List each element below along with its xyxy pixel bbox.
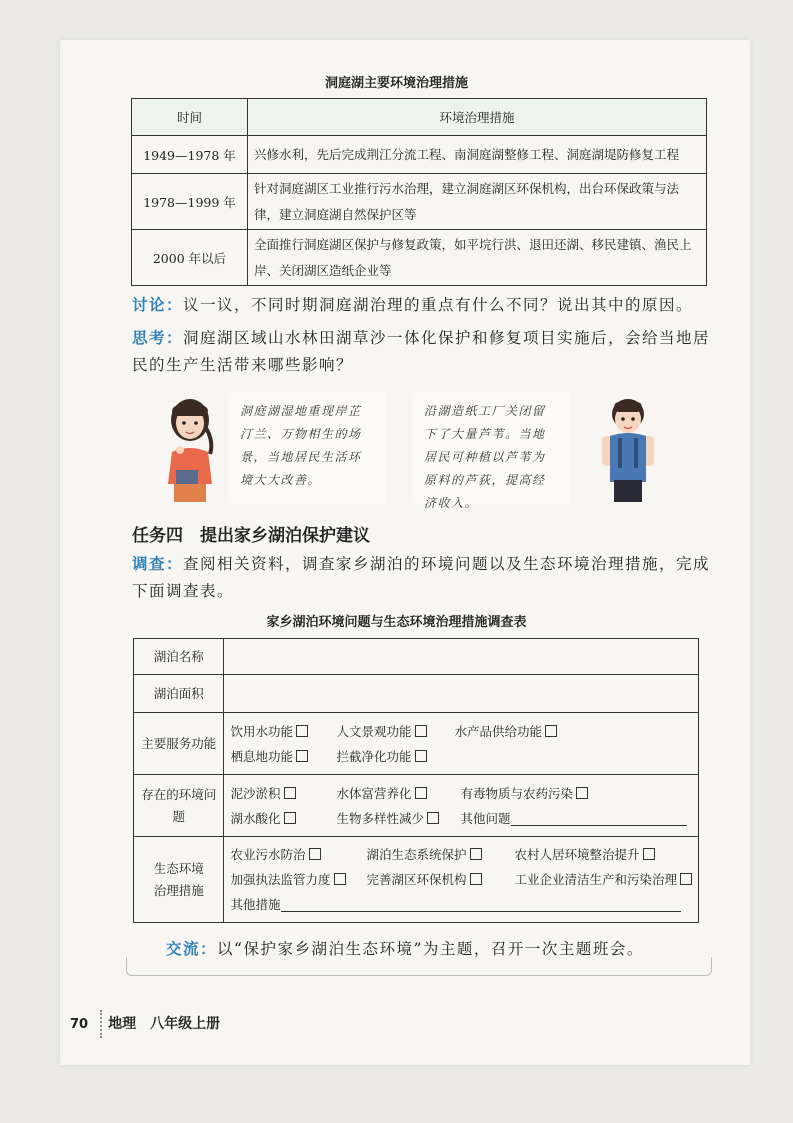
row-time: 1978—1999 年: [132, 174, 248, 230]
checkbox[interactable]: [545, 725, 557, 737]
measures-label: 生态环境 治理措施: [134, 837, 224, 923]
checkbox[interactable]: [643, 848, 655, 860]
checkbox[interactable]: [415, 750, 427, 762]
checkbox[interactable]: [680, 873, 692, 885]
checkbox[interactable]: [576, 787, 588, 799]
option-biodiversity-loss: 生物多样性减少: [336, 806, 460, 831]
checkbox[interactable]: [284, 787, 296, 799]
lake-name-field[interactable]: [224, 639, 699, 675]
option-toxic-pollution: 有毒物质与农药污染: [460, 781, 588, 806]
option-drinking-water: 饮用水功能: [230, 719, 336, 744]
option-siltation: 泥沙淤积: [230, 781, 336, 806]
speech-bubble-left: 洞庭湖湿地重现岸芷汀兰、万物相生的场景，当地居民生活环境大大改善。: [228, 392, 386, 504]
option-rural-environment: 农村人居环境整治提升: [514, 842, 654, 867]
option-eutrophication: 水体富营养化: [336, 781, 460, 806]
task-heading: 任务四 提出家乡湖泊保护建议: [132, 526, 370, 546]
table-row: [132, 174, 707, 230]
checkbox[interactable]: [415, 725, 427, 737]
book-title: 地理 八年级上册: [108, 1016, 221, 1032]
option-acidification: 湖水酸化: [230, 806, 336, 831]
survey-text: 查阅相关资料，调查家乡湖泊的环境问题以及生态环境治理措施，完成下面调查表。: [132, 555, 711, 600]
option-habitat: 栖息地功能: [230, 744, 336, 769]
governance-table: [131, 98, 707, 286]
lake-area-field[interactable]: [224, 675, 699, 713]
services-label: 主要服务功能: [134, 713, 224, 775]
survey-label: 调查：: [132, 555, 184, 573]
option-agri-sewage: 农业污水防治: [230, 842, 366, 867]
checkbox[interactable]: [296, 725, 308, 737]
lake-area-label: 湖泊面积: [134, 675, 224, 713]
option-env-agency: 完善湖区环保机构: [366, 867, 514, 892]
option-aquatic-products: 水产品供给功能: [454, 719, 557, 744]
survey-paragraph: [132, 551, 722, 605]
thinking-text: 洞庭湖区域山水林田湖草沙一体化保护和修复项目实施后，会给当地居民的生产生活带来哪些影响？: [132, 329, 711, 374]
problems-label: 存在的环境问题: [134, 775, 224, 837]
table-row: [132, 136, 707, 174]
thinking-label: 思考：: [132, 329, 184, 347]
thinking-paragraph: [132, 325, 722, 379]
table1-title: 洞庭湖主要环境治理措施: [324, 76, 468, 91]
checkbox[interactable]: [470, 848, 482, 860]
page-number: 70: [70, 1017, 89, 1032]
exchange-label: 交流：: [166, 940, 218, 958]
checkbox[interactable]: [309, 848, 321, 860]
row-measure: 全面推行洞庭湖区保护与修复政策，如平垸行洪、退田还湖、移民建镇、渔民上岸、关闭湖区造纸企业等: [248, 230, 707, 286]
table-row: [134, 639, 699, 675]
table-header-row: [132, 99, 707, 136]
row-measure: 针对洞庭湖区工业推行污水治理，建立洞庭湖区环保机构，出台环保政策与法律，建立洞庭湖自然保护区等: [248, 174, 707, 230]
other-measures-field[interactable]: 其他措施: [230, 892, 680, 917]
row-measure: 兴修水利，先后完成荆江分流工程、南洞庭湖整修工程、洞庭湖堤防修复工程: [248, 136, 707, 174]
survey-table: [133, 638, 699, 923]
table2-title: 家乡湖泊环境问题与生态环境治理措施调查表: [266, 615, 527, 630]
table-row: [134, 675, 699, 713]
table-row: [134, 837, 699, 923]
table-row: [134, 713, 699, 775]
row-time: 1949—1978 年: [132, 136, 248, 174]
option-industrial-pollution: 工业企业清洁生产和污染治理: [514, 867, 692, 892]
header-measures: 环境治理措施: [248, 99, 707, 136]
section-divider: [126, 957, 712, 976]
discussion-text: 议一议，不同时期洞庭湖治理的重点有什么不同？说出其中的原因。: [183, 296, 694, 314]
checkbox[interactable]: [427, 812, 439, 824]
discussion-paragraph: [132, 292, 722, 319]
page-footer: [70, 1010, 220, 1038]
boy-illustration-icon: [596, 392, 658, 504]
option-landscape: 人文景观功能: [336, 719, 454, 744]
table-row: [134, 775, 699, 837]
option-ecosystem-protection: 湖泊生态系统保护: [366, 842, 514, 867]
checkbox[interactable]: [334, 873, 346, 885]
header-time: 时间: [132, 99, 248, 136]
lake-name-label: 湖泊名称: [134, 639, 224, 675]
problems-options: [224, 775, 699, 837]
measures-options: [224, 837, 699, 923]
option-purification: 拦截净化功能: [336, 744, 426, 769]
checkbox[interactable]: [470, 873, 482, 885]
dotted-separator: [94, 1010, 102, 1038]
table-row: [132, 230, 707, 286]
checkbox[interactable]: [284, 812, 296, 824]
row-time: 2000 年以后: [132, 230, 248, 286]
discussion-label: 讨论：: [132, 296, 184, 314]
speech-bubble-right: 沿湖造纸工厂关闭留下了大量芦苇。当地居民可种植以芦苇为原料的芦荻，提高经济收入。: [412, 392, 570, 504]
option-law-enforcement: 加强执法监管力度: [230, 867, 366, 892]
other-problems-field[interactable]: 其他问题: [460, 806, 686, 831]
checkbox[interactable]: [296, 750, 308, 762]
girl-illustration-icon: [160, 392, 220, 504]
services-options: [224, 713, 699, 775]
exchange-text: 以“保护家乡湖泊生态环境”为主题，召开一次主题班会。: [217, 940, 644, 958]
checkbox[interactable]: [415, 787, 427, 799]
